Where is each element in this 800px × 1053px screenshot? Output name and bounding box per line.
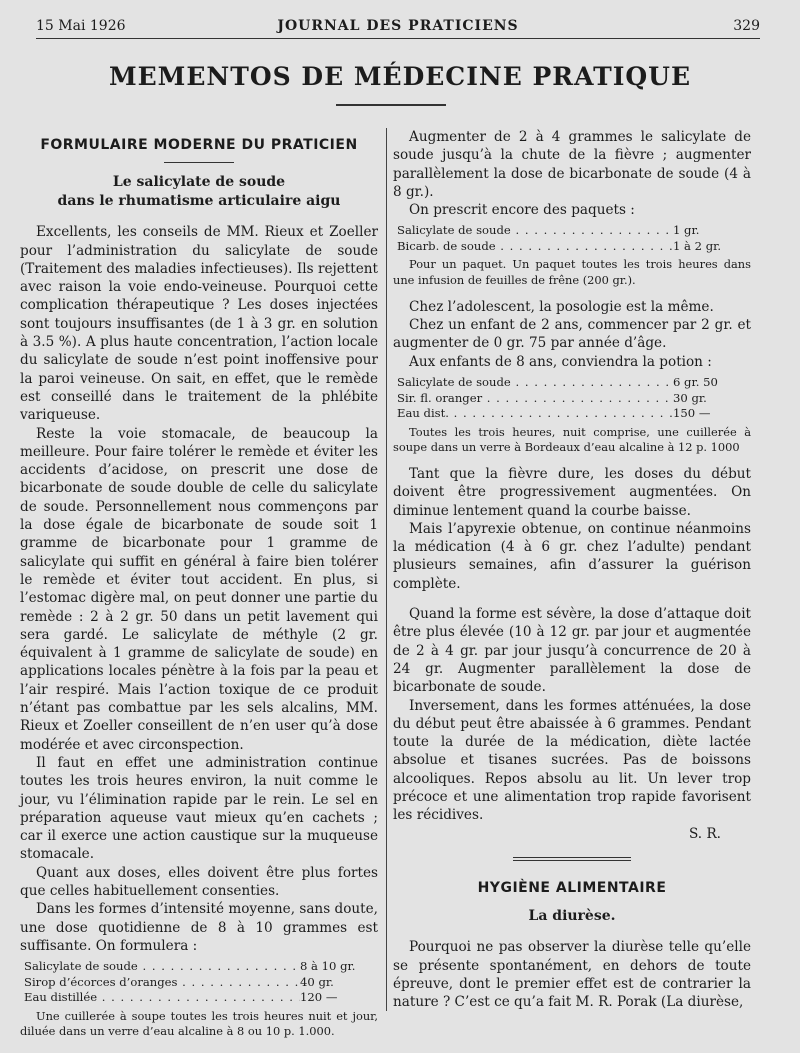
- section-rule: [164, 162, 234, 163]
- prescription-row: [397, 406, 751, 422]
- ingredient: Sirop d’écorces d’oranges . . .: [24, 975, 300, 991]
- author-signature: S. R.: [688, 825, 721, 842]
- paragraph: Augmenter de 2 à 4 grammes le salicylate de soude jusqu’à la chute de la fièvre ; augmenter parallèlement la dose de bicarbonate de soude (4 à 8 gr.).: [393, 129, 751, 200]
- prescription-row: [397, 223, 751, 239]
- column-separator: [386, 128, 387, 1011]
- prescription-row: [397, 375, 751, 391]
- page-number: 329: [733, 18, 760, 34]
- paragraph: Pourquoi ne pas observer la diurèse telle qu’elle se présente spontanément, en dehors de toute épreuve, dont le premier effet est de contrarier la nature ? C’est ce qu’a fait M. R. Porak (La diurèse,: [393, 939, 751, 1011]
- ingredient: Sir. fl. oranger . . .: [397, 391, 673, 407]
- dosage-note: Toutes les trois heures, nuit comprise, une cuillerée à soupe dans un verre à Bordeaux d’eau alcaline à 12 p. 1000: [393, 424, 751, 454]
- right-column: [393, 128, 751, 1011]
- article-title-line-2: dans le rhumatisme articulaire aigu: [57, 193, 341, 210]
- quantity: 40 gr.: [300, 974, 334, 989]
- prescription: [397, 375, 751, 422]
- paragraph-gap: [393, 593, 751, 605]
- paragraph: On prescrit encore des paquets :: [409, 202, 635, 219]
- prescription-row: [24, 959, 378, 975]
- paragraph: Il faut en effet une administration continue toutes les trois heures environ, la nuit comme le jour, vu l’élimination rapide par le rein. Le sel en préparation aqueuse vaut mieux qu’en cachets ; car il exerce une action caustique sur la muqueuse stomacale.: [20, 754, 378, 863]
- ingredient: Salicylate de soude . . .: [397, 375, 673, 391]
- paragraph: Aux enfants de 8 ans, conviendra la potion :: [409, 353, 712, 370]
- quantity: 150 —: [673, 406, 711, 421]
- prescription-row: [24, 975, 378, 991]
- quantity: 120 —: [300, 990, 338, 1005]
- issue-date: 15 Mai 1926: [36, 18, 126, 34]
- paragraph: Reste la voie stomacale, de beaucoup la meilleure. Pour faire tolérer le remède et éviter les accidents d’acidose, on prescrit une dose de bicarbonate de soude double de celle du salicylate de soude. Personnellement nous commençons par la dose égale de bicarbonate de soude soit 1 gramme de bicarbonate pour 1 gramme de salicylate qui suffit en général à faire bien tolérer le remède et éviter tout accident. En plus, si l’estomac digère mal, on peut donner une partie du remède : 2 à 2 gr. 50 dans un petit lavement qui sera gardé. Le salicylate de méthyle (2 gr. équivalent à 1 gramme de salicylate de soude) en applications locales pénètre à la fois par la peau et l’air respiré. Mais l’action toxique de ce produit n’étant pas combattue par les sels alcalins, MM. Rieux et Zoeller conseillent de n’en user qu’à dose modérée et avec circonspection.: [20, 425, 378, 753]
- title-rule: [336, 104, 446, 106]
- article-title: [20, 173, 378, 211]
- prescription-row: [24, 990, 378, 1006]
- section-heading: FORMULAIRE MODERNE DU PRATICIEN: [40, 137, 358, 153]
- ingredient: Salicylate de soude . . .: [24, 959, 300, 975]
- left-column: [20, 128, 378, 1049]
- quantity: 1 gr.: [673, 223, 700, 238]
- paragraph: Tant que la fièvre dure, les doses du début doivent être progressivement augmentées. On diminue lentement quand la courbe baisse.: [393, 465, 751, 519]
- prescription-row: [397, 391, 751, 407]
- prescription: [397, 223, 751, 254]
- paragraph: Dans les formes d’intensité moyenne, sans doute, une dose quotidienne de 8 à 10 grammes est suffisante. On formulera :: [20, 901, 378, 954]
- section-divider: [513, 857, 631, 861]
- paragraph: Quand la forme est sévère, la dose d’attaque doit être plus élevée (10 à 12 gr. par jour et augmentée de 2 à 4 gr. par jour jusqu’à concurrence de 20 à 24 gr. Augmenter parallèlement la dose de bicarbonate de soude.: [393, 606, 751, 696]
- journal-title: JOURNAL DES PRATICIENS: [277, 18, 519, 34]
- ingredient: Eau distillée . . .: [24, 990, 300, 1006]
- ingredient: Bicarb. de soude . . .: [397, 239, 673, 255]
- paragraph: Chez un enfant de 2 ans, commencer par 2 gr. et augmenter de 0 gr. 75 par année d’âge.: [393, 317, 751, 352]
- paragraph: Mais l’apyrexie obtenue, on continue néanmoins la médication (4 à 6 gr. chez l’adulte) pendant plusieurs semaines, afin d’assurer la guérison complète.: [393, 520, 751, 592]
- paragraph: Excellents, les conseils de MM. Rieux et Zoeller pour l’administration du salicylate de soude (Traitement des maladies infectieuses). Ils rejettent avec raison la voie endo-veineuse. Pourquoi cette complication thérapeutique ? Les doses injectées sont toujours insuffisantes (de 1 à 3 gr. en solution à 3.5 %). A plus haute concentration, l’action locale du salicylate de soude n’est point inoffensive pour la paroi veineuse. On sait, en effet, que le remède est conseillé dans le traitement de la phlébite variqueuse.: [20, 224, 378, 424]
- page-title: MEMENTOS DE MÉDECINE PRATIQUE: [108, 62, 692, 91]
- prescription-row: [397, 239, 751, 255]
- article-title-line-1: Le salicylate de soude: [112, 174, 286, 191]
- quantity: 1 à 2 gr.: [673, 238, 722, 253]
- quantity: 30 gr.: [673, 390, 707, 405]
- paragraph: Quant aux doses, elles doivent être plus fortes que celles habituellement consenties.: [20, 864, 378, 899]
- running-header: [36, 16, 760, 39]
- ingredient: Salicylate de soude . . .: [397, 223, 673, 239]
- dosage-note: Une cuillerée à soupe toutes les trois heures nuit et jour, diluée dans un verre d’eau alcaline à 8 ou 10 p. 1.000.: [20, 1008, 378, 1038]
- quantity: 6 gr. 50: [673, 375, 718, 390]
- ingredient: Eau dist. . . .: [397, 406, 673, 422]
- paragraph: Inversement, dans les formes atténuées, la dose du début peut être abaissée à 6 grammes. Pendant toute la durée de la médication, diète lactée absolue et tisanes sucrées. Pas de boissons alcooliques. Repos absolu au lit. Un lever trop précoce et une alimentation trop rapide favorisent les récidives.: [393, 697, 751, 824]
- dosage-note: Pour un paquet. Un paquet toutes les trois heures dans une infusion de feuilles de frêne (200 gr.).: [393, 257, 751, 287]
- section-heading: HYGIÈNE ALIMENTAIRE: [477, 879, 667, 896]
- quantity: 8 à 10 gr.: [300, 959, 356, 974]
- paragraph: Chez l’adolescent, la posologie est la même.: [409, 298, 714, 315]
- article-title: La diurèse.: [528, 908, 616, 925]
- prescription: [24, 959, 378, 1006]
